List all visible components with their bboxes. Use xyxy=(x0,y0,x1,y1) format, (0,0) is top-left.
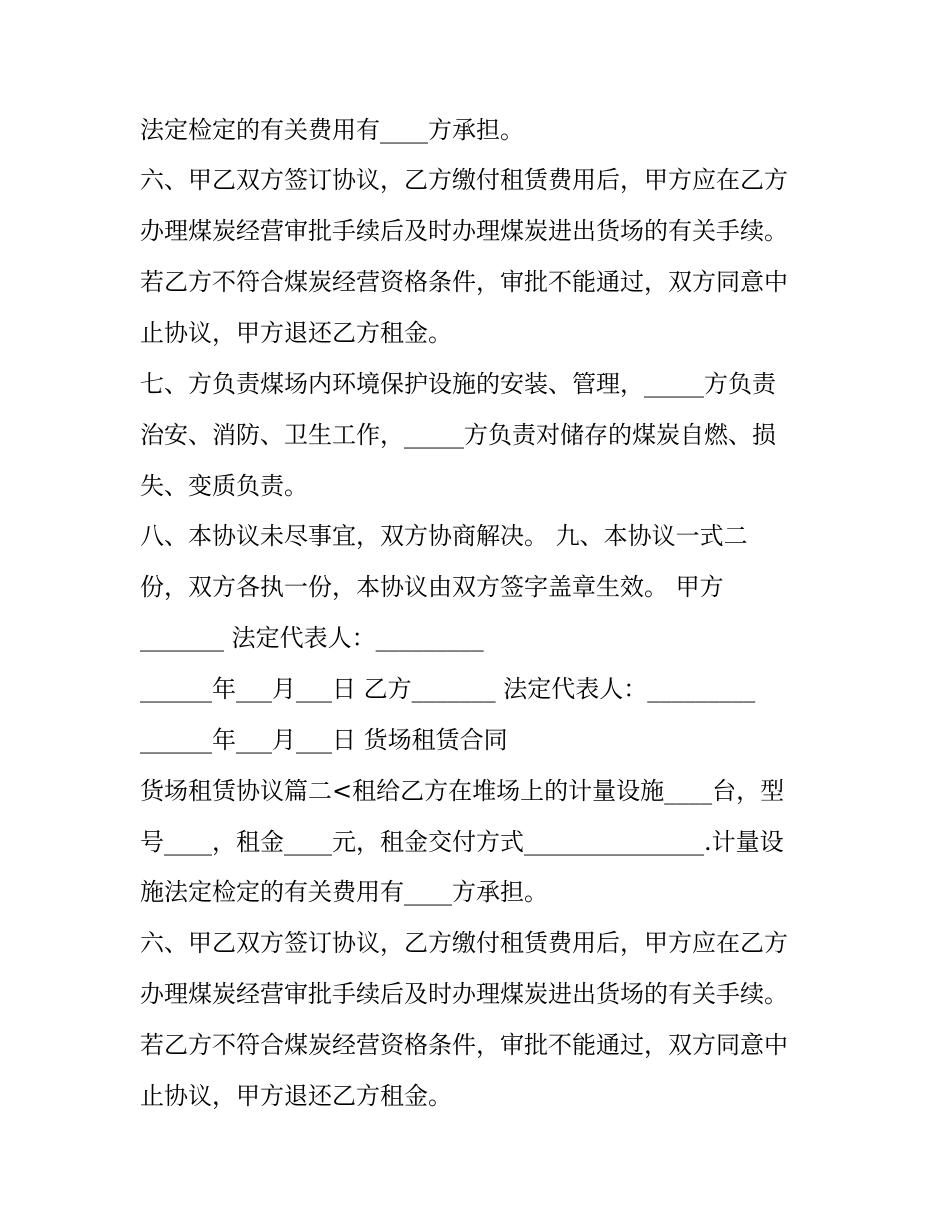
text-line: 六、甲乙双方签订协议，乙方缴付租赁费用后，甲方应在乙方 xyxy=(140,166,788,194)
text-line: 办理煤炭经营审批手续后及时办理煤炭进出货场的有关手续。 xyxy=(140,217,788,245)
text-line: 失、变质负责。 xyxy=(140,472,308,500)
text-line: 办理煤炭经营审批手续后及时办理煤炭进出货场的有关手续。 xyxy=(140,980,788,1008)
text-line: 法定检定的有关费用有____方承担。 xyxy=(140,116,524,144)
signature-line: ______年___月___日 货场租赁合同 xyxy=(140,726,508,754)
text-line: 止协议，甲方退还乙方租金。 xyxy=(140,319,452,347)
text-line: 止协议，甲方退还乙方租金。 xyxy=(140,1082,452,1110)
text-line: 若乙方不符合煤炭经营资格条件，审批不能通过，双方同意中 xyxy=(140,1031,788,1059)
text-line: 份，双方各执一份，本协议由双方签字盖章生效。 甲方 xyxy=(140,573,724,601)
text-line: 治安、消防、卫生工作，_____方负责对储存的煤炭自燃、损 xyxy=(140,421,776,449)
text-line: 施法定检定的有关费用有____方承担。 xyxy=(140,878,548,906)
signature-line: ______年___月___日 乙方_______ 法定代表人：_________ xyxy=(140,675,756,703)
text-line: 货场租赁协议篇二<租给乙方在堆场上的计量设施____台，型 xyxy=(140,777,785,805)
text-line: 六、甲乙双方签订协议，乙方缴付租赁费用后，甲方应在乙方 xyxy=(140,929,788,957)
text-line: 若乙方不符合煤炭经营资格条件，审批不能通过，双方同意中 xyxy=(140,268,788,296)
text-line: 八、本协议未尽事宜，双方协商解决。 九、本协议一式二 xyxy=(140,522,748,550)
text-line: 号____，租金____元，租金交付方式_______________.计量设 xyxy=(140,828,784,856)
text-line: 七、方负责煤场内环境保护设施的安装、管理，_____方负责 xyxy=(140,370,776,398)
signature-line: _______ 法定代表人：_________ xyxy=(140,624,484,652)
